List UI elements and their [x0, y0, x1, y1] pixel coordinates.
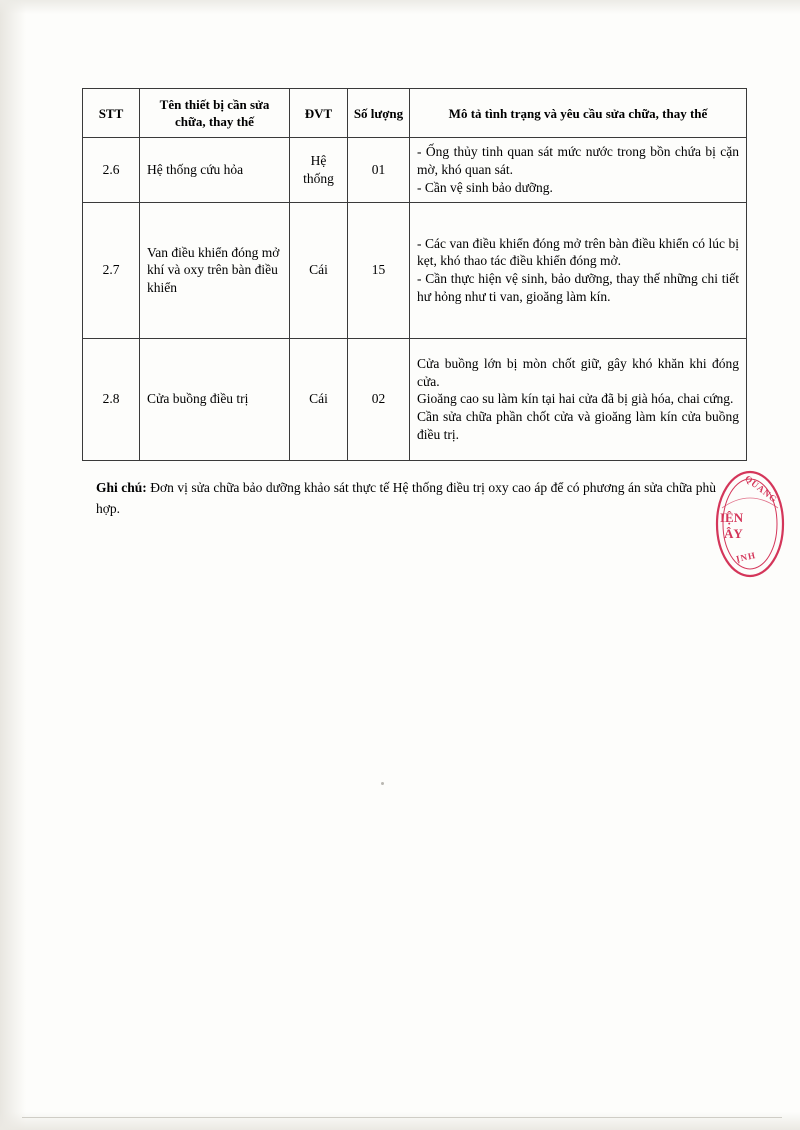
- scan-edge-top: [0, 0, 800, 14]
- scan-edge-bottom: [0, 1112, 800, 1130]
- cell-name: Van điều khiển đóng mở khí và oxy trên bàn điều khiển: [140, 202, 290, 338]
- note-block: [96, 478, 716, 520]
- description-line: Cần sửa chữa phần chốt cửa và gioăng làm kín cửa buồng điều trị.: [417, 409, 739, 442]
- cell-unit: Hệ thống: [290, 138, 348, 202]
- cell-description: [410, 338, 747, 460]
- cell-unit: Cái: [290, 202, 348, 338]
- table-row: [83, 138, 747, 202]
- column-header-name: Tên thiết bị cần sửa chữa, thay thế: [140, 89, 290, 138]
- description-line: Gioăng cao su làm kín tại hai cửa đã bị già hóa, chai cứng.: [417, 391, 734, 407]
- column-header-description: Mô tả tình trạng và yêu cầu sửa chữa, thay thế: [410, 89, 747, 138]
- table-row: [83, 338, 747, 460]
- note-label: Ghi chú:: [96, 480, 147, 495]
- cell-name: Cửa buồng điều trị: [140, 338, 290, 460]
- scan-artifact-dot: [381, 782, 384, 785]
- description-line: - Cần vệ sinh bảo dưỡng.: [417, 179, 553, 195]
- equipment-table: [82, 88, 747, 461]
- cell-description: [410, 202, 747, 338]
- cell-name: Hệ thống cứu hỏa: [140, 138, 290, 202]
- note-text: Đơn vị sửa chữa bảo dưỡng khảo sát thực tế Hệ thống điều trị oxy cao áp để có phương án sửa chữa phù hợp.: [96, 480, 716, 516]
- description-line: Cửa buồng lớn bị mòn chốt giữ, gây khó khăn khi đóng cửa.: [417, 355, 739, 389]
- description-line: - Các van điều khiển đóng mở trên bàn điều khiển có lúc bị kẹt, khó thao tác điều khiển đóng mở.: [417, 235, 739, 269]
- column-header-stt: STT: [83, 89, 140, 138]
- column-header-quantity: Số lượng: [348, 89, 410, 138]
- description-line: - Ống thủy tinh quan sát mức nước trong bồn chứa bị cặn mờ, khó quan sát.: [417, 144, 739, 178]
- scan-edge-left: [0, 0, 26, 1130]
- seal-top-text: QUANG: [743, 473, 780, 505]
- table-header-row: [83, 89, 747, 138]
- description-line: - Cần thực hiện vệ sinh, bảo dưỡng, thay thế những chi tiết hư hỏng như ti van, gioăng làm kín.: [417, 271, 739, 305]
- seal-line-2: ÂY: [724, 526, 743, 541]
- table-row: [83, 202, 747, 338]
- official-seal: [712, 468, 788, 580]
- seal-bottom-text: ỊNH: [735, 550, 757, 564]
- cell-quantity: 15: [348, 202, 410, 338]
- scan-bottom-line: [22, 1117, 782, 1118]
- cell-stt: 2.8: [83, 338, 140, 460]
- cell-stt: 2.7: [83, 202, 140, 338]
- cell-unit: Cái: [290, 338, 348, 460]
- cell-quantity: 01: [348, 138, 410, 202]
- column-header-unit: ĐVT: [290, 89, 348, 138]
- cell-stt: 2.6: [83, 138, 140, 202]
- cell-quantity: 02: [348, 338, 410, 460]
- cell-description: [410, 138, 747, 202]
- seal-line-1: IỆN: [720, 510, 744, 525]
